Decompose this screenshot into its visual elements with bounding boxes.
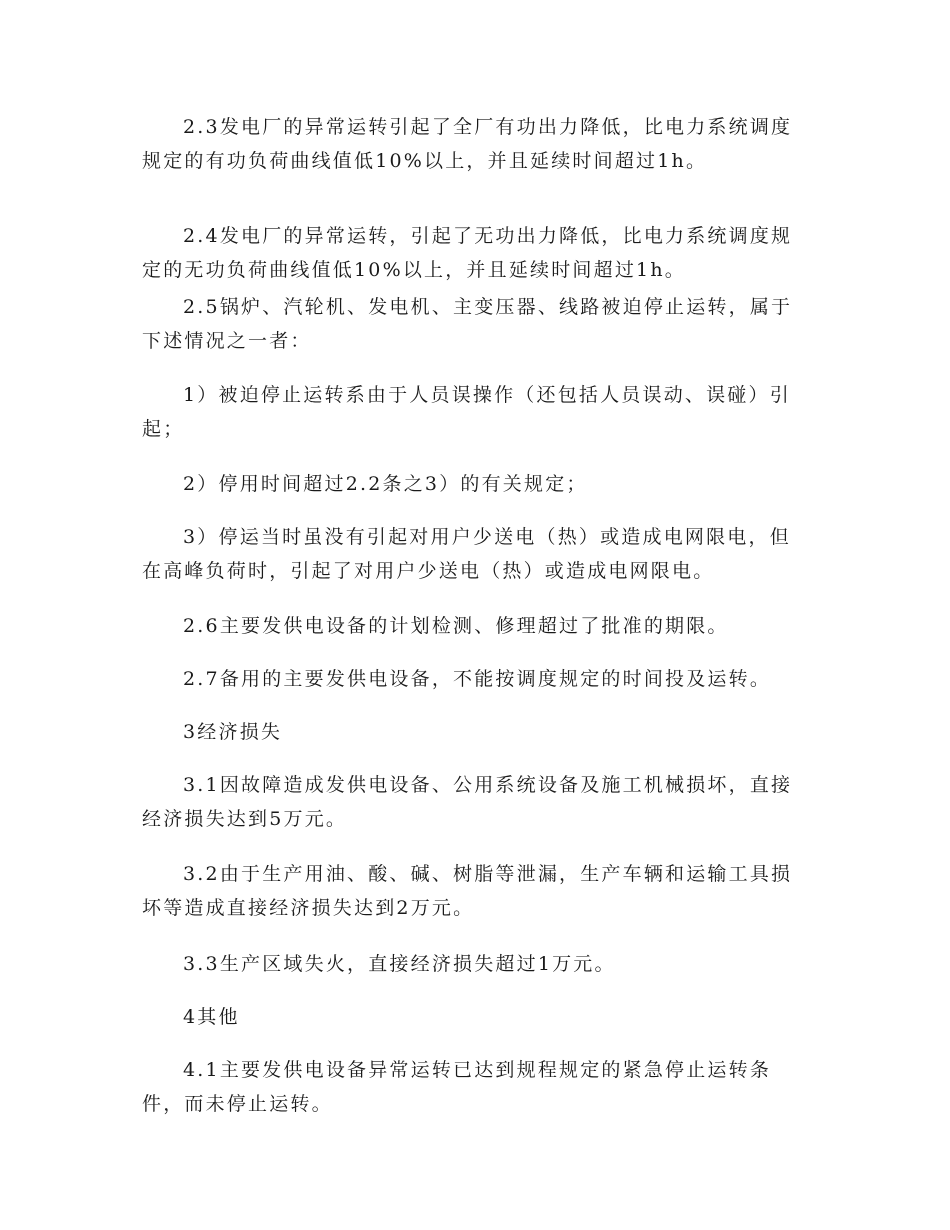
paragraph-3-2: 3.2由于生产用油、酸、碱、树脂等泄漏，生产车辆和运输工具损坏等造成直接经济损失达到2万元。 xyxy=(142,863,793,919)
paragraph-2-4: 2.4发电厂的异常运转，引起了无功出力降低，比电力系统调度规定的无功负荷曲线值低10%以上，并且延续时间超过1h。 xyxy=(142,225,793,281)
paragraph-2-3: 2.3发电厂的异常运转引起了全厂有功出力降低，比电力系统调度规定的有功负荷曲线值低10%以上，并且延续时间超过1h。 xyxy=(142,116,793,172)
paragraph-2-6: 2.6主要发供电设备的计划检测、修理超过了批准的期限。 xyxy=(183,615,729,637)
section-heading-4: 4其他 xyxy=(183,1006,240,1028)
paragraph-item-3: 3）停运当时虽没有引起对用户少送电（热）或造成电网限电，但在高峰负荷时，引起了对用户少送电（热）或造成电网限电。 xyxy=(142,526,791,582)
paragraph-3-3: 3.3生产区域失火，直接经济损失超过1万元。 xyxy=(183,953,616,975)
section-heading-3: 3经济损失 xyxy=(183,721,283,743)
paragraph-3-1: 3.1因故障造成发供电设备、公用系统设备及施工机械损坏，直接经济损失达到5万元。 xyxy=(142,774,793,830)
paragraph-item-1: 1）被迫停止运转系由于人员误操作（还包括人员误动、误碰）引起； xyxy=(142,384,791,440)
paragraph-item-2: 2）停用时间超过2.2条之3）的有关规定； xyxy=(183,473,588,495)
paragraph-2-7: 2.7备用的主要发供电设备，不能按调度规定的时间投及运转。 xyxy=(183,668,772,690)
paragraph-2-5: 2.5锅炉、汽轮机、发电机、主变压器、线路被迫停止运转，属于下述情况之一者： xyxy=(142,296,793,352)
paragraph-4-1: 4.1主要发供电设备异常运转已达到规程规定的紧急停止运转条件，而未停止运转。 xyxy=(142,1059,772,1115)
